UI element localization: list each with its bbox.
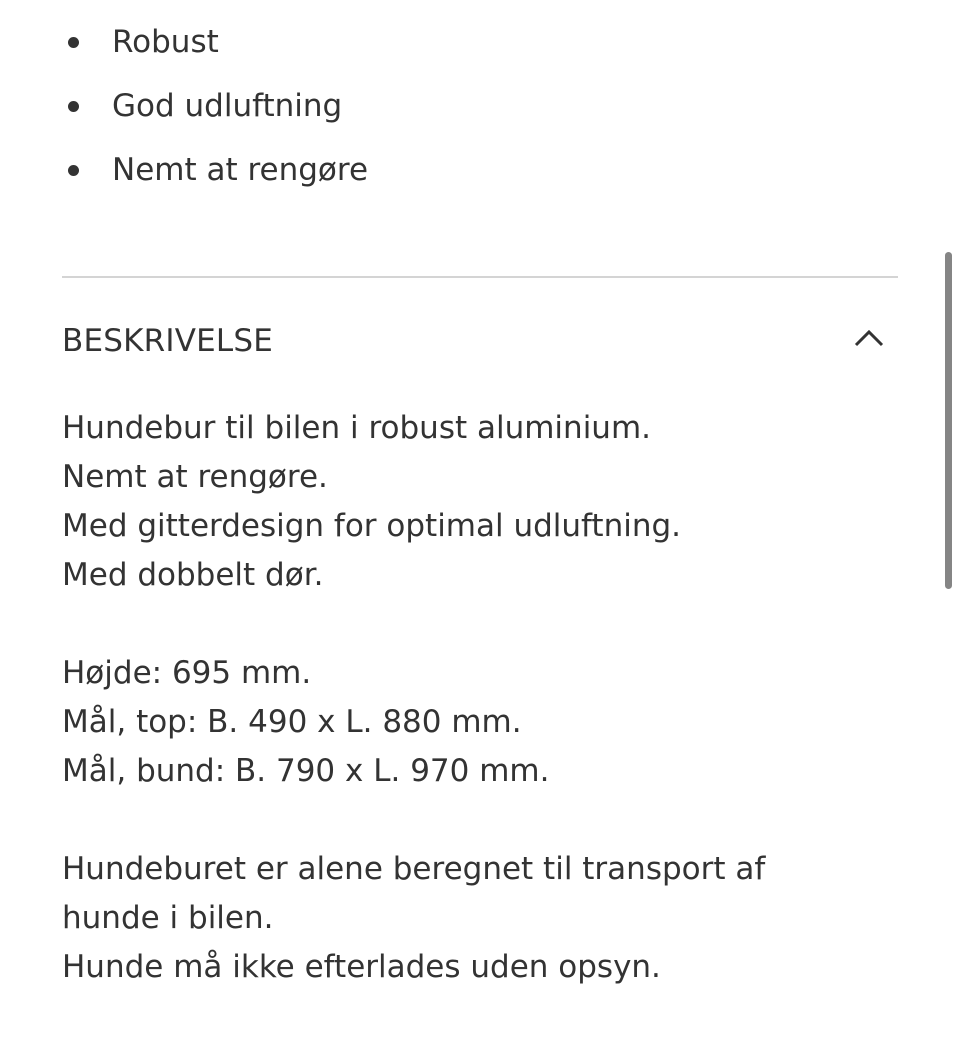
description-line: Højde: 695 mm. [62, 655, 312, 691]
bullet-icon [68, 165, 79, 176]
description-paragraph [62, 404, 765, 600]
scrollbar-thumb[interactable] [945, 252, 952, 589]
description-accordion-header[interactable] [62, 316, 898, 366]
feature-label: Robust [112, 24, 219, 60]
feature-item [0, 82, 368, 146]
dimensions-paragraph [62, 649, 765, 796]
section-title: BESKRIVELSE [62, 323, 274, 359]
bullet-icon [68, 101, 79, 112]
section-divider [62, 276, 898, 278]
description-line: Med dobbelt dør. [62, 557, 324, 593]
description-line: Mål, top: B. 490 x L. 880 mm. [62, 704, 522, 740]
bullet-icon [68, 37, 79, 48]
feature-item [0, 146, 368, 210]
notice-paragraph [62, 845, 765, 992]
description-line: Mål, bund: B. 790 x L. 970 mm. [62, 753, 550, 789]
description-body [62, 404, 765, 1041]
description-line: Nemt at rengøre. [62, 459, 328, 495]
description-line: Med gitterdesign for optimal udluftning. [62, 508, 682, 544]
feature-item [0, 18, 368, 82]
chevron-up-icon[interactable] [854, 328, 884, 348]
feature-list [0, 18, 368, 210]
description-line: Hundebur til bilen i robust aluminium. [62, 410, 651, 446]
feature-label: Nemt at rengøre [112, 152, 369, 188]
description-line: hunde i bilen. [62, 900, 274, 936]
description-line: Hunde må ikke efterlades uden opsyn. [62, 949, 661, 985]
description-line: Hundeburet er alene beregnet til transport af [62, 851, 766, 887]
feature-label: God udluftning [112, 88, 343, 124]
